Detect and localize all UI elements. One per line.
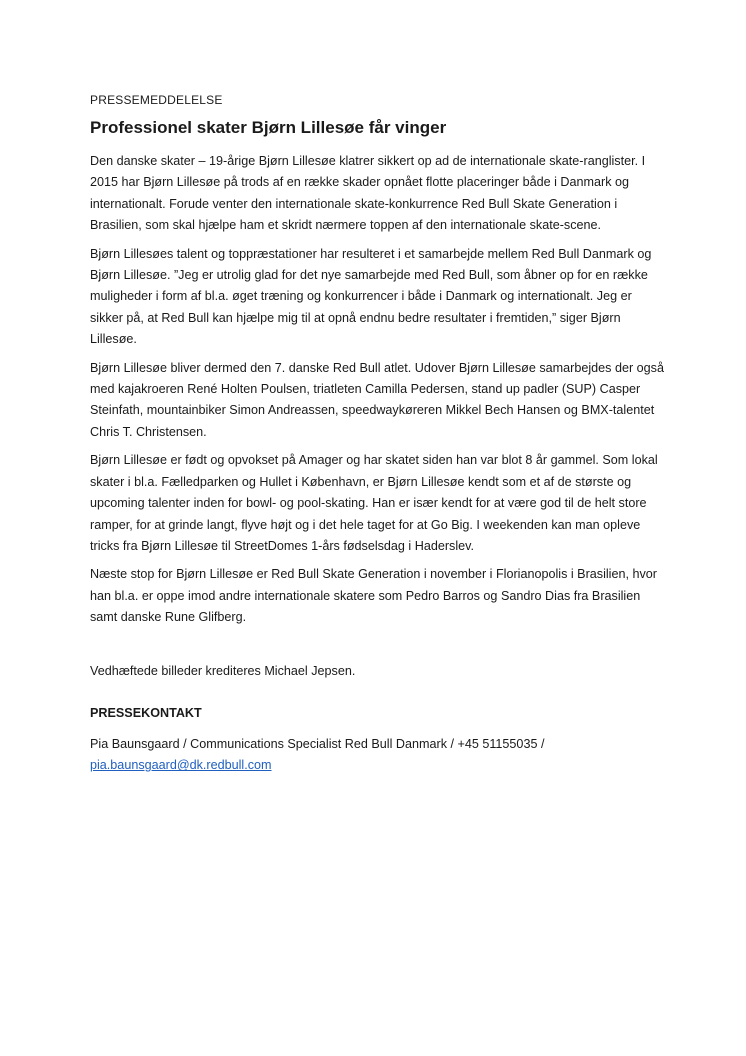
paragraph-intro: Den danske skater – 19-årige Bjørn Lillesøe klatrer sikkert op ad de internationale skate-ranglister. I 2015 har Bjørn Lillesøe på trods af en række skader opnået flotte placeringer både i Danmark og internationalt. Forude venter den internationale skate-konkurrence Red Bull Skate Generation i Brasilien, som skal hjælpe ham et skridt nærmere toppen af den internationale skate-scene.	[90, 154, 646, 233]
page-title: Professionel skater Bjørn Lillesøe får vinger	[90, 118, 447, 137]
contact-heading: PRESSEKONTAKT	[90, 705, 202, 720]
photo-credit: Vedhæftede billeder krediteres Michael Jepsen.	[90, 663, 356, 678]
document-label: PRESSEMEDDELELSE	[90, 93, 223, 107]
paragraph-next-stop: Næste stop for Bjørn Lillesøe er Red Bull Skate Generation i november i Florianopolis i Brasilien, hvor han bl.a. er oppe imod andre internationale skatere som Pedro Barros og Sandro Dias fra Brasilien samt danske Rune Glifberg.	[90, 567, 657, 625]
press-release-page	[90, 92, 665, 777]
paragraph-collaboration: Bjørn Lillesøes talent og toppræstationer har resulteret i et samarbejde mellem Red Bull Danmark og Bjørn Lillesøe. ”Jeg er utrolig glad for det nye samarbejde med Red Bull, som åbner op for en række muligheder i form af bl.a. øget træning og konkurrencer i både i Danmark og internationalt. Jeg er sikker på, at Red Bull kan hjælpe mig til at opnå endnu bedre resultater i fremtiden,” siger Bjørn Lillesøe.	[90, 246, 652, 347]
contact-details: Pia Baunsgaard / Communications Specialist Red Bull Danmark / +45 51155035 /	[90, 736, 545, 751]
paragraph-background: Bjørn Lillesøe er født og opvokset på Amager og har skatet siden han var blot 8 år gammel. Som lokal skater i bl.a. Fælledparken og Hullet i København, er Bjørn Lillesøe kendt som et af de største og upcoming talenter inden for bowl- og pool-skating. Han er især kendt for at være god til de helt store ramper, for at grinde langt, flyve højt og i det hele taget for at Go Big. I weekenden kan man opleve tricks fra Bjørn Lillesøe til StreetDomes 1-års fødselsdag i Haderslev.	[90, 453, 658, 553]
spacer	[90, 636, 665, 661]
contact-email-link[interactable]: pia.baunsgaard@dk.redbull.com	[90, 758, 272, 773]
contact-email-line	[90, 755, 665, 776]
paragraph-athletes: Bjørn Lillesøe bliver dermed den 7. danske Red Bull atlet. Udover Bjørn Lillesøe samarbejdes der også med kajakroeren René Holten Poulsen, triatleten Camilla Pedersen, stand up padler (SUP) Casper Steinfath, mountainbiker Simon Andreassen, speedwaykøreren Mikkel Bech Hansen og BMX-talentet Chris T. Christensen.	[90, 360, 664, 439]
